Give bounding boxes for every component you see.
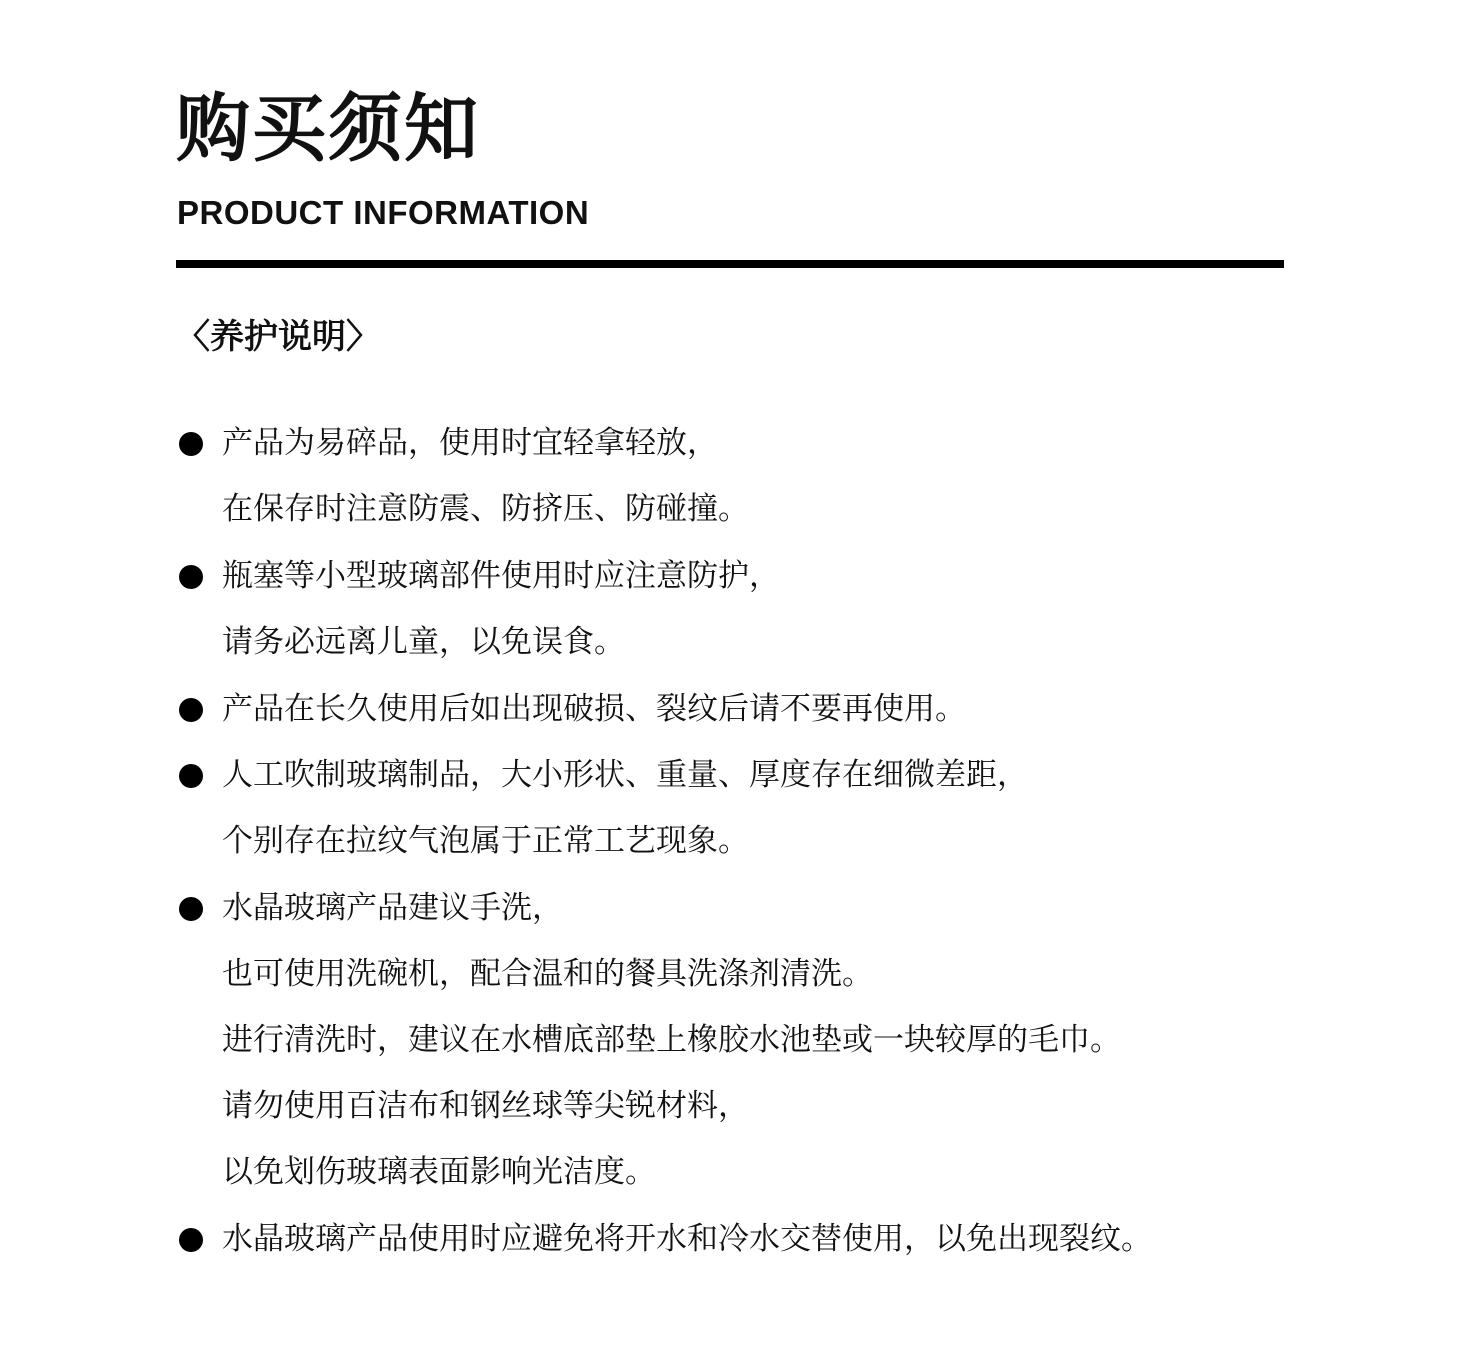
bullet-icon	[179, 1228, 203, 1252]
care-item-6-line-1: 水晶玻璃产品使用时应避免将开水和冷水交替使用，以免出现裂纹。	[222, 1221, 1152, 1257]
bullet-icon	[179, 432, 203, 456]
page-subtitle: PRODUCT INFORMATION	[177, 194, 590, 231]
care-item-5-line-3: 进行清洗时，建议在水槽底部垫上橡胶水池垫或一块较厚的毛巾。	[222, 1022, 1121, 1058]
page-title: 购买须知	[176, 86, 480, 172]
bullet-icon	[179, 698, 203, 722]
care-item-1-line-2: 在保存时注意防震、防挤压、防碰撞。	[222, 491, 749, 527]
care-item-4-line-2: 个别存在拉纹气泡属于正常工艺现象。	[222, 823, 749, 859]
care-item-2-line-2: 请务必远离儿童，以免误食。	[222, 624, 625, 660]
bullet-icon	[179, 565, 203, 589]
care-item-3-line-1: 产品在长久使用后如出现破损、裂纹后请不要再使用。	[222, 691, 966, 727]
care-item-5-line-4: 请勿使用百洁布和钢丝球等尖锐材料，	[222, 1088, 749, 1124]
bullet-icon	[179, 897, 203, 921]
care-item-4-line-1: 人工吹制玻璃制品，大小形状、重量、厚度存在细微差距，	[222, 757, 1028, 793]
care-item-5-line-2: 也可使用洗碗机，配合温和的餐具洗涤剂清洗。	[222, 956, 873, 992]
bullet-icon	[179, 764, 203, 788]
title-divider	[176, 260, 1284, 268]
care-item-1-line-1: 产品为易碎品，使用时宜轻拿轻放，	[222, 425, 718, 461]
section-heading: 〈养护说明〉	[176, 317, 380, 357]
care-item-5-line-5: 以免划伤玻璃表面影响光洁度。	[222, 1154, 656, 1190]
care-item-2-line-1: 瓶塞等小型玻璃部件使用时应注意防护，	[222, 558, 780, 594]
care-item-5-line-1: 水晶玻璃产品建议手洗，	[222, 890, 563, 926]
